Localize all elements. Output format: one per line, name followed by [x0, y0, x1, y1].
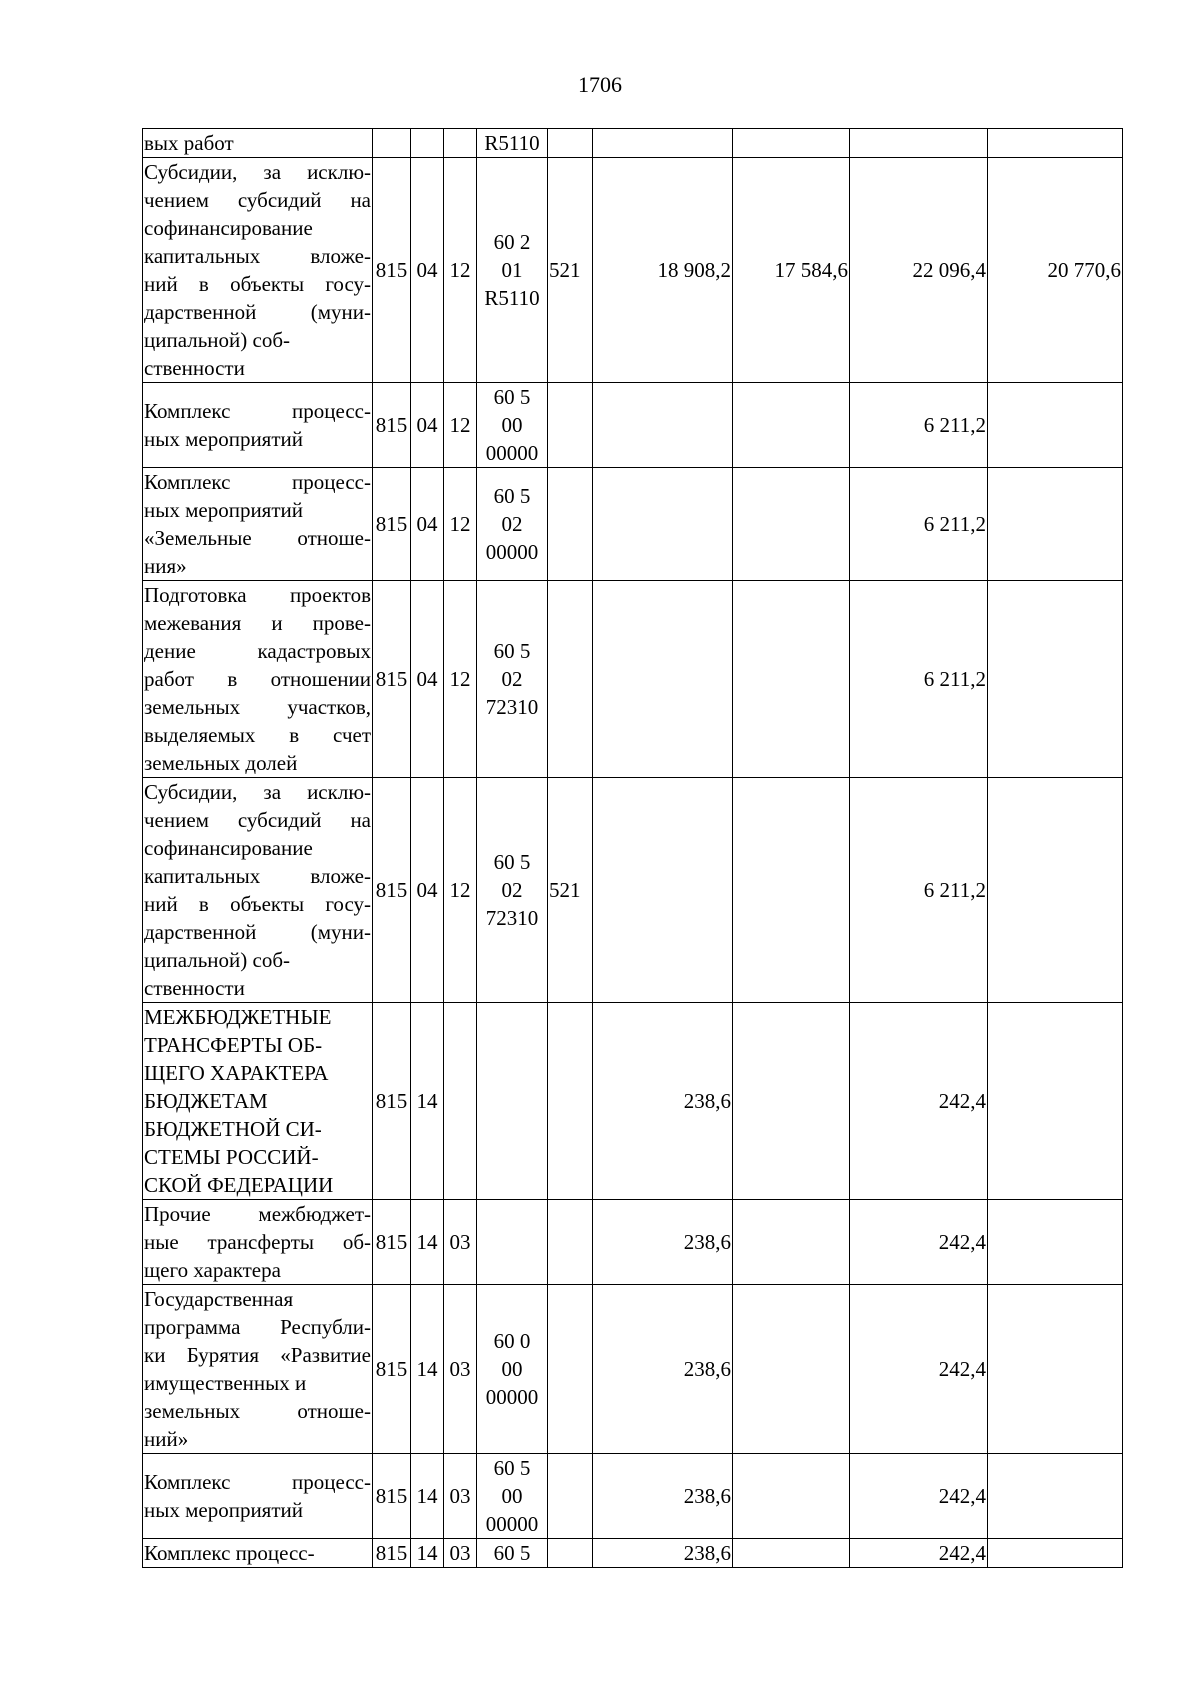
row-description [143, 468, 373, 581]
description-line: работ в отношении [144, 667, 371, 691]
target-article-code [477, 1539, 548, 1568]
amount-2 [733, 581, 850, 778]
target-article-line: 01 [501, 258, 523, 282]
description-line: чением субсидий на [144, 188, 371, 212]
amount-3: 6 211,2 [850, 468, 988, 581]
grbs-code: 815 [373, 383, 411, 468]
amount-4 [988, 383, 1123, 468]
amount-4 [988, 1003, 1123, 1200]
expense-type-code [548, 1454, 593, 1539]
expense-type-code: 521 [548, 778, 593, 1003]
subsection-code: 12 [444, 158, 477, 383]
amount-3: 242,4 [850, 1285, 988, 1454]
description-line: ний» [144, 1427, 189, 1451]
description-line: ных мероприятий [144, 1498, 303, 1522]
target-article-line: 60 2 [493, 230, 531, 254]
amount-4 [988, 468, 1123, 581]
expense-type-code [548, 1539, 593, 1568]
description-line: ТРАНСФЕРТЫ ОБ- [144, 1033, 323, 1057]
amount-2 [733, 1200, 850, 1285]
description-line: Комплекс процесс- [144, 399, 371, 423]
amount-1: 238,6 [593, 1285, 733, 1454]
subsection-code: 12 [444, 778, 477, 1003]
subsection-code: 03 [444, 1200, 477, 1285]
amount-3: 242,4 [850, 1539, 988, 1568]
row-description [143, 1454, 373, 1539]
description-line: ципальной) соб- [144, 328, 290, 352]
amount-4 [988, 1539, 1123, 1568]
target-article-code [477, 1454, 548, 1539]
subsection-code: 12 [444, 383, 477, 468]
description-line: ные трансферты об- [144, 1230, 371, 1254]
section-code: 04 [411, 383, 444, 468]
amount-4 [988, 1285, 1123, 1454]
amount-1: 238,6 [593, 1454, 733, 1539]
amount-1: 238,6 [593, 1200, 733, 1285]
target-article-line: 00000 [485, 1512, 539, 1536]
description-line: ных мероприятий [144, 427, 303, 451]
grbs-code: 815 [373, 158, 411, 383]
expense-type-code: 521 [548, 158, 593, 383]
amount-1 [593, 581, 733, 778]
description-line: Комплекс процесс- [144, 1541, 315, 1565]
description-line: ЩЕГО ХАРАКТЕРА [144, 1061, 329, 1085]
section-code: 04 [411, 468, 444, 581]
subsection-code [444, 1003, 477, 1200]
target-article-line: 60 5 [493, 850, 531, 874]
table-row [143, 1003, 1123, 1200]
expense-type-code [548, 468, 593, 581]
amount-1 [593, 129, 733, 158]
target-article-line: 72310 [485, 695, 539, 719]
amount-3: 242,4 [850, 1200, 988, 1285]
description-line: софинансирование [144, 836, 313, 860]
description-line: выделяемых в счет [144, 723, 371, 747]
description-line: программа Республи- [144, 1315, 371, 1339]
target-article-code [477, 581, 548, 778]
description-line: ственности [144, 976, 245, 1000]
target-article-line: 60 5 [493, 639, 531, 663]
description-line: дарственной (муни- [144, 920, 371, 944]
target-article-code [477, 1200, 548, 1285]
target-article-line: 02 [501, 878, 523, 902]
amount-2 [733, 383, 850, 468]
description-line: капитальных вложе- [144, 244, 371, 268]
grbs-code: 815 [373, 1285, 411, 1454]
section-code: 04 [411, 778, 444, 1003]
table-row [143, 468, 1123, 581]
target-article-line: 00 [501, 413, 523, 437]
table-row [143, 1200, 1123, 1285]
grbs-code: 815 [373, 1454, 411, 1539]
section-code: 14 [411, 1200, 444, 1285]
amount-2 [733, 1003, 850, 1200]
table-row [143, 1454, 1123, 1539]
expense-type-code [548, 581, 593, 778]
table-row [143, 158, 1123, 383]
grbs-code: 815 [373, 468, 411, 581]
amount-4 [988, 1200, 1123, 1285]
expense-type-code [548, 383, 593, 468]
amount-3: 6 211,2 [850, 778, 988, 1003]
target-article-line: 60 0 [493, 1329, 531, 1353]
expense-type-code [548, 1003, 593, 1200]
amount-1 [593, 383, 733, 468]
amount-2 [733, 1454, 850, 1539]
amount-4 [988, 581, 1123, 778]
description-line: ственности [144, 356, 245, 380]
amount-1: 238,6 [593, 1003, 733, 1200]
expense-type-code [548, 1200, 593, 1285]
target-article-line: 00000 [485, 1385, 539, 1409]
description-line: Государственная [144, 1287, 294, 1311]
grbs-code: 815 [373, 778, 411, 1003]
target-article-code [477, 778, 548, 1003]
description-line: СКОЙ ФЕДЕРАЦИИ [144, 1173, 334, 1197]
section-code: 04 [411, 581, 444, 778]
table-row [143, 129, 1123, 158]
subsection-code [444, 129, 477, 158]
section-code: 14 [411, 1285, 444, 1454]
target-article-code [477, 468, 548, 581]
target-article-code [477, 129, 548, 158]
table-row [143, 383, 1123, 468]
amount-4: 20 770,6 [988, 158, 1123, 383]
table-body [143, 129, 1123, 1568]
description-line: ний в объекты госу- [144, 892, 371, 916]
target-article-line: 60 5 [493, 1456, 531, 1480]
description-line: вых работ [144, 131, 234, 155]
row-description [143, 1200, 373, 1285]
target-article-code [477, 1003, 548, 1200]
row-description [143, 383, 373, 468]
target-article-line: 00 [501, 1484, 523, 1508]
amount-3: 6 211,2 [850, 581, 988, 778]
target-article-line: 02 [501, 667, 523, 691]
section-code: 14 [411, 1454, 444, 1539]
amount-2 [733, 129, 850, 158]
amount-3 [850, 129, 988, 158]
subsection-code: 03 [444, 1285, 477, 1454]
amount-3: 6 211,2 [850, 383, 988, 468]
grbs-code: 815 [373, 1539, 411, 1568]
description-line: капитальных вложе- [144, 864, 371, 888]
grbs-code: 815 [373, 581, 411, 778]
target-article-line: 60 5 [493, 484, 531, 508]
row-description [143, 1285, 373, 1454]
target-article-line: 60 5 [493, 1541, 531, 1565]
row-description [143, 129, 373, 158]
description-line: Комплекс процесс- [144, 1470, 371, 1494]
target-article-code [477, 383, 548, 468]
target-article-line: R5110 [484, 286, 540, 310]
subsection-code: 12 [444, 581, 477, 778]
amount-3: 22 096,4 [850, 158, 988, 383]
subsection-code: 03 [444, 1454, 477, 1539]
amount-4 [988, 778, 1123, 1003]
row-description [143, 158, 373, 383]
grbs-code: 815 [373, 1003, 411, 1200]
target-article-line: 00000 [485, 540, 539, 564]
description-line: Субсидии, за исклю- [144, 780, 371, 804]
description-line: софинансирование [144, 216, 313, 240]
amount-1: 18 908,2 [593, 158, 733, 383]
amount-1: 238,6 [593, 1539, 733, 1568]
target-article-code [477, 158, 548, 383]
row-description [143, 1003, 373, 1200]
target-article-line: R5110 [484, 131, 540, 155]
table-row [143, 778, 1123, 1003]
description-line: земельных долей [144, 751, 298, 775]
description-line: МЕЖБЮДЖЕТНЫЕ [144, 1005, 332, 1029]
description-line: межевания и прове- [144, 611, 371, 635]
target-article-line: 02 [501, 512, 523, 536]
section-code: 14 [411, 1539, 444, 1568]
description-line: «Земельные отноше- [144, 526, 371, 550]
target-article-line: 00 [501, 1357, 523, 1381]
description-line: ки Бурятия «Развитие [144, 1343, 371, 1367]
expense-type-code [548, 1285, 593, 1454]
description-line: щего характера [144, 1258, 281, 1282]
description-line: Подготовка проектов [144, 583, 371, 607]
row-description [143, 581, 373, 778]
subsection-code: 12 [444, 468, 477, 581]
description-line: ния» [144, 554, 187, 578]
description-line: имущественных и [144, 1371, 307, 1395]
description-line: СТЕМЫ РОССИЙ- [144, 1145, 319, 1169]
amount-1 [593, 468, 733, 581]
description-line: Прочие межбюджет- [144, 1202, 371, 1226]
amount-2 [733, 468, 850, 581]
amount-4 [988, 1454, 1123, 1539]
target-article-code [477, 1285, 548, 1454]
expense-type-code [548, 129, 593, 158]
amount-3: 242,4 [850, 1003, 988, 1200]
description-line: дарственной (муни- [144, 300, 371, 324]
amount-4 [988, 129, 1123, 158]
subsection-code: 03 [444, 1539, 477, 1568]
grbs-code [373, 129, 411, 158]
description-line: дение кадастровых [144, 639, 371, 663]
amount-2 [733, 778, 850, 1003]
description-line: ний в объекты госу- [144, 272, 371, 296]
description-line: Комплекс процесс- [144, 470, 371, 494]
section-code [411, 129, 444, 158]
budget-table [142, 128, 1123, 1568]
row-description [143, 778, 373, 1003]
amount-2 [733, 1539, 850, 1568]
grbs-code: 815 [373, 1200, 411, 1285]
amount-2: 17 584,6 [733, 158, 850, 383]
row-description [143, 1539, 373, 1568]
table-row [143, 581, 1123, 778]
table-row [143, 1285, 1123, 1454]
table-row [143, 1539, 1123, 1568]
description-line: БЮДЖЕТНОЙ СИ- [144, 1117, 322, 1141]
description-line: Субсидии, за исклю- [144, 160, 371, 184]
target-article-line: 00000 [485, 441, 539, 465]
description-line: БЮДЖЕТАМ [144, 1089, 268, 1113]
description-line: земельных участков, [144, 695, 371, 719]
target-article-line: 60 5 [493, 385, 531, 409]
description-line: земельных отноше- [144, 1399, 371, 1423]
description-line: ных мероприятий [144, 498, 303, 522]
amount-3: 242,4 [850, 1454, 988, 1539]
page-number: 1706 [578, 72, 622, 97]
section-code: 04 [411, 158, 444, 383]
section-code: 14 [411, 1003, 444, 1200]
amount-1 [593, 778, 733, 1003]
amount-2 [733, 1285, 850, 1454]
target-article-line: 72310 [485, 906, 539, 930]
description-line: чением субсидий на [144, 808, 371, 832]
description-line: ципальной) соб- [144, 948, 290, 972]
